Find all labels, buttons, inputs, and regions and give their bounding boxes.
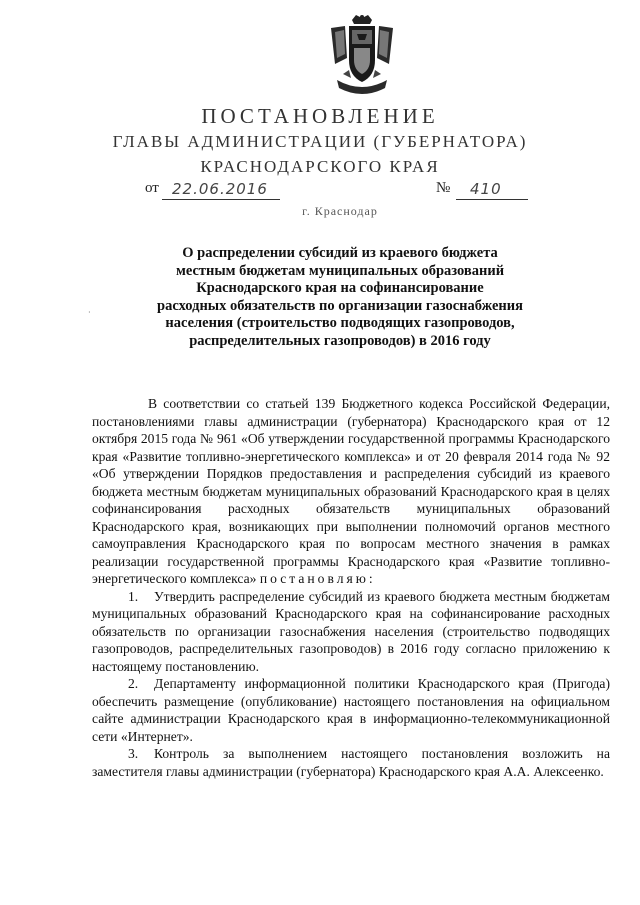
item-paragraph	[92, 675, 610, 745]
title-line: Краснодарского края на софинансирование	[196, 280, 484, 296]
scan-speck: ·	[88, 308, 91, 317]
resolve-word: постановляю	[259, 571, 369, 586]
date-prefix: от	[145, 180, 159, 196]
title-line: населения (строительство подводящих газопроводов,	[165, 315, 515, 331]
item-paragraph	[92, 745, 610, 780]
document-body	[92, 395, 610, 780]
item-number: 2.	[128, 676, 139, 691]
item-number: 1.	[128, 588, 139, 604]
item-text: Департаменту информационной политики Краснодарского края (Пригода) обеспечить размещение (опубликование) настоящего постановления на официальном сайте администрации Краснодарского края в информационно-телекоммуникационной сети «Интернет».	[92, 676, 610, 744]
title-line: местным бюджетам муниципальных образований	[175, 262, 505, 279]
issuer-heading-line2: КРАСНОДАРСКОГО КРАЯ	[200, 157, 440, 176]
preamble-paragraph: В соответствии со статьей 139 Бюджетного кодекса Российской Федерации, постановлениями главы администрации (губернатора) Краснодарского края от 12 октября 2015 года № 961 «Об утверждении государственной программы Краснодарского края «Развитие топливно-энергетического комплекса» и от 20 февраля 2014 года № 92 «Об утверждении Порядков предоставления и распределения субсидий из краевого бюджета местным бюджетам муниципальных образований Краснодарского края в целях софинансирования расходных обязательств муниципальных образований Краснодарского края, возникающих при выполнении полномочий органов местного самоуправления Краснодарского края по вопросам местного значения в рамках реализации государственной программы Краснодарского края «Развитие топливно-энергетического комплекса» постановляю:	[92, 396, 610, 586]
coat-of-arms-icon	[327, 14, 397, 98]
date-value: 22.06.2016	[172, 180, 268, 198]
preamble-text: В соответствии со статьей 139 Бюджетного кодекса Российской Федерации, постановлениями главы администрации (губернатора) Краснодарского края от 12 октября 2015 года № 961 «Об утверждении государственной программы Краснодарского края «Развитие топливно-энергетического комплекса» и от 20 февраля 2014 года № 92 «Об утверждении Порядков предоставления и распределения субсидий из краевого бюджета местным бюджетам муниципальных образований Краснодарского края в целях софинансирования расходных обязательств муниципальных образований Краснодарского края, возникающих при выполнении полномочий органов местного самоуправления Краснодарского края по вопросам местного значения в рамках реализации государственной программы Краснодарского края «Развитие топливно-энергетического комплекса»	[92, 396, 610, 586]
item-number: 3.	[128, 746, 139, 761]
city-label: г. Краснодар	[302, 204, 378, 218]
item-text: Утвердить распределение субсидий из краевого бюджета местным бюджетам муниципальных образований Краснодарского края на софинансирование расходных обязательств по организации газоснабжения населения (строительство подводящих газопроводов, распределительных газопроводов) в 2016 году согласно приложению к настоящему постановлению.	[92, 588, 610, 674]
title-line: О распределении субсидий из краевого бюджета	[182, 245, 498, 261]
item-paragraph	[92, 588, 610, 676]
document-title	[150, 245, 530, 350]
issuer-heading-line1: ГЛАВЫ АДМИНИСТРАЦИИ (ГУБЕРНАТОРА)	[112, 132, 528, 151]
number-prefix: №	[436, 180, 451, 196]
title-line: распределительных газопроводов) в 2016 году	[189, 332, 491, 349]
number-value: 410	[470, 180, 502, 198]
title-line: расходных обязательств по организации газоснабжения	[157, 297, 523, 314]
item-text: Контроль за выполнением настоящего постановления возложить на заместителя главы администрации (губернатора) Краснодарского края А.А. Алексеенко.	[92, 746, 610, 779]
document-type-heading: ПОСТАНОВЛЕНИЕ	[201, 104, 439, 128]
